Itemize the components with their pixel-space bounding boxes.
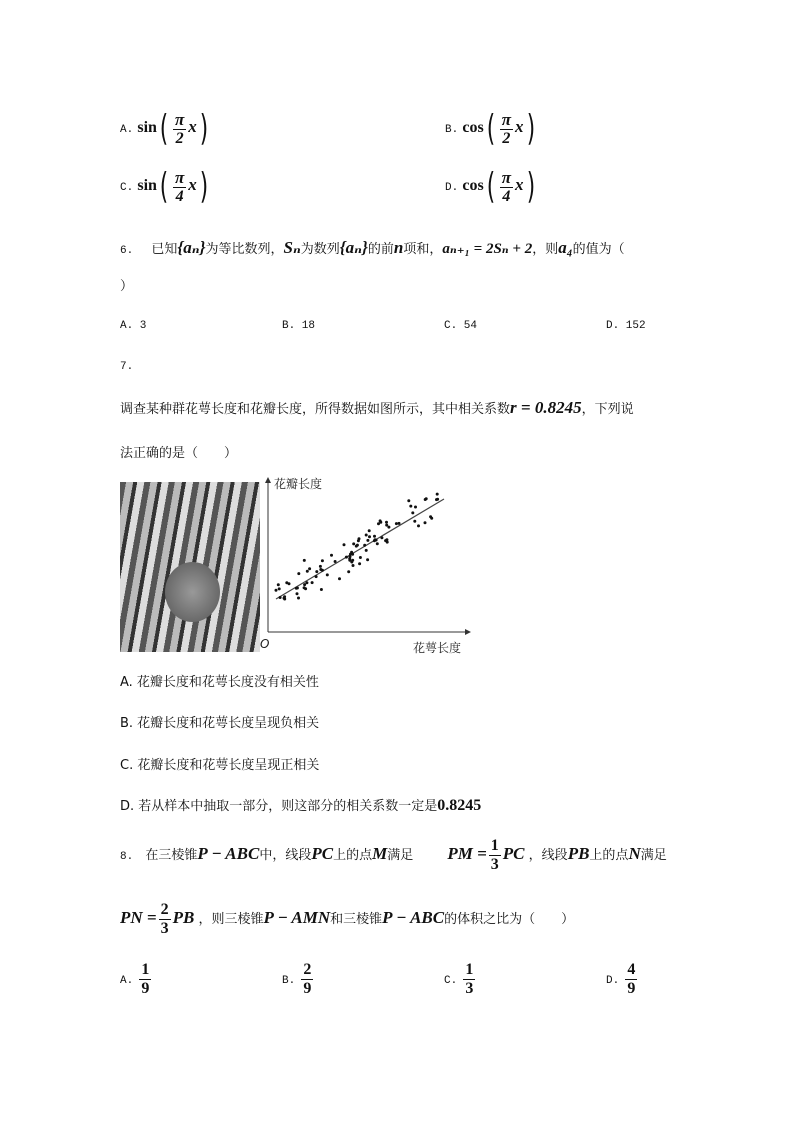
scatter-point <box>303 583 306 586</box>
option-label: D. <box>606 975 620 987</box>
scatter-point <box>368 535 371 538</box>
num: π <box>174 109 185 129</box>
math: PM = <box>447 844 487 863</box>
scatter-point <box>409 505 412 508</box>
q8-stem-line2 <box>120 902 574 937</box>
num: π <box>501 109 511 129</box>
scatter-point <box>330 554 333 557</box>
text: D. 若从样本中抽取一部分，则这部分的相关系数一定是 <box>120 799 438 814</box>
scatter-point <box>334 560 337 563</box>
q6-stem <box>120 238 625 258</box>
scatter-point <box>359 556 362 559</box>
num: 1 <box>465 961 474 978</box>
q6-close-paren: ） <box>120 279 134 294</box>
num: π <box>501 167 511 187</box>
scatter-point <box>358 537 361 540</box>
scatter-point <box>297 572 300 575</box>
q8-option-c <box>444 962 477 997</box>
origin-label: O <box>260 637 270 651</box>
scatter-point <box>352 564 355 567</box>
regression-line <box>276 499 444 599</box>
scatter-point <box>321 569 324 572</box>
text: ，则三棱锥 <box>198 912 264 927</box>
math: P − AMN <box>263 908 331 927</box>
scatter-point <box>279 596 282 599</box>
math: n <box>393 238 404 257</box>
q6-option-d: D. 152 <box>606 320 646 332</box>
text: 上的点 <box>333 848 373 863</box>
scatter-point <box>414 506 417 509</box>
scatter-point <box>436 498 439 501</box>
math: PC <box>502 844 525 863</box>
text: 满足 <box>640 848 667 863</box>
q5-option-d <box>445 166 538 207</box>
option-label: C. <box>444 975 458 987</box>
option-label: B. <box>445 124 459 136</box>
math: PN = <box>120 908 157 927</box>
den: 9 <box>141 980 150 997</box>
paren: ( <box>159 108 169 149</box>
fraction <box>139 962 151 997</box>
scatter-point <box>315 570 318 573</box>
q8-option-b <box>282 962 315 997</box>
scatter-point <box>385 521 388 524</box>
scatter-point <box>306 570 309 573</box>
scatter-points <box>275 493 440 601</box>
scatter-point <box>297 597 300 600</box>
paren: ( <box>486 108 495 149</box>
fraction <box>463 962 475 997</box>
math: 0.8245 <box>437 797 482 814</box>
fn: sin <box>137 119 157 136</box>
den: 3 <box>490 856 499 873</box>
paren: ( <box>486 166 495 207</box>
y-axis-label: 花瓣长度 <box>274 477 323 491</box>
q5-option-b <box>445 108 538 149</box>
scatter-point <box>380 536 383 539</box>
text: 的体积之比为（ ） <box>444 912 575 927</box>
scatter-point <box>347 570 350 573</box>
scatter-point <box>385 524 388 527</box>
text: 满足 <box>387 848 414 863</box>
scatter-point <box>308 567 311 570</box>
q7-number: 7. <box>120 361 134 373</box>
question-number: 6. <box>120 245 134 257</box>
fraction <box>301 962 313 997</box>
scatter-point <box>343 543 346 546</box>
q6-option-c: C. 54 <box>444 320 478 332</box>
x-axis-label: 花萼长度 <box>413 641 462 655</box>
scatter-point <box>319 565 322 568</box>
scatter-point <box>277 583 280 586</box>
fraction <box>500 111 513 147</box>
fn: cos <box>462 119 484 136</box>
scatter-point <box>320 588 323 591</box>
scatter-point <box>350 551 353 554</box>
q8-option-a <box>120 962 153 997</box>
text: 上的点 <box>589 848 629 863</box>
scatter-point <box>429 515 432 518</box>
math: PB <box>567 844 590 863</box>
q5-option-a <box>120 108 211 149</box>
scatter-point <box>366 539 369 542</box>
scatter-point <box>384 539 387 542</box>
num: 2 <box>303 961 312 978</box>
scatter-point <box>296 592 299 595</box>
q5-option-c <box>120 166 211 207</box>
scatter-point <box>348 559 351 562</box>
scatter-point <box>296 587 299 590</box>
q6-option-b: B. 18 <box>282 320 316 332</box>
q7-option-d <box>120 795 481 815</box>
scatter-point <box>376 542 379 545</box>
scatter-point <box>424 521 427 524</box>
scatter-point <box>275 589 278 592</box>
question-number: 8. <box>120 851 134 863</box>
q7-option-c <box>120 754 319 773</box>
q7-option-b <box>120 712 319 731</box>
math: aₙ₊₁ = 2Sₙ + 2 <box>442 241 533 257</box>
scatter-point <box>358 562 361 565</box>
option-label: D. <box>445 182 459 194</box>
scatter-point <box>407 499 410 502</box>
fraction <box>173 111 186 147</box>
scatter-point <box>303 586 306 589</box>
math: PC <box>311 844 334 863</box>
scatter-point <box>398 522 401 525</box>
scatter-point <box>352 542 355 545</box>
text: B. 花瓣长度和花萼长度呈现负相关 <box>120 716 320 731</box>
paren: ) <box>526 108 535 149</box>
scatter-point <box>365 549 368 552</box>
text: A. 花瓣长度和花萼长度没有相关性 <box>120 675 319 690</box>
scatter-point <box>417 524 420 527</box>
fraction <box>159 902 171 937</box>
text: 在三棱锥 <box>145 848 198 863</box>
scatter-plot <box>258 472 478 657</box>
math: r = 0.8245 <box>510 398 582 417</box>
text: ，下列说 <box>581 402 634 417</box>
math: P − ABC <box>382 908 445 927</box>
q8-option-d <box>606 962 639 997</box>
scatter-point <box>413 520 416 523</box>
scatter-point <box>283 595 286 598</box>
den: 9 <box>627 980 636 997</box>
scatter-point <box>356 544 359 547</box>
option-label: C. <box>120 182 134 194</box>
text: 为等比数列， <box>205 242 284 257</box>
num: 2 <box>160 901 169 918</box>
scatter-point <box>315 575 318 578</box>
text: 调查某种群花萼长度和花瓣长度，所得数据如图所示，其中相关系数 <box>120 402 511 417</box>
scatter-point <box>424 498 427 501</box>
math: P − ABC <box>197 844 260 863</box>
flower-photo <box>120 482 260 652</box>
option-label: B. <box>282 975 296 987</box>
math: a₄ <box>558 238 573 257</box>
paren: ) <box>526 166 535 207</box>
var: x <box>188 117 197 136</box>
text: 中，线段 <box>259 848 312 863</box>
math: {aₙ} <box>339 238 368 257</box>
den: 2 <box>175 129 184 147</box>
text: 已知 <box>151 242 178 257</box>
var: x <box>515 175 524 194</box>
paren: ( <box>159 166 169 207</box>
scatter-point <box>345 556 348 559</box>
q7-stem-line1 <box>120 398 634 418</box>
den: 4 <box>502 187 511 205</box>
math: PB <box>172 908 195 927</box>
math: {aₙ} <box>177 238 206 257</box>
scatter-point <box>365 534 368 537</box>
scatter-point <box>373 535 376 538</box>
var: x <box>515 117 524 136</box>
scatter-point <box>395 522 398 525</box>
den: 3 <box>465 980 474 997</box>
math: M <box>372 844 388 863</box>
math: N <box>628 844 641 863</box>
scatter-point <box>288 582 291 585</box>
scatter-point <box>349 555 352 558</box>
option-label: A. <box>120 975 134 987</box>
text: C. 花瓣长度和花萼长度呈现正相关 <box>120 758 320 773</box>
scatter-point <box>305 581 308 584</box>
fn: cos <box>462 177 484 194</box>
q7-option-a <box>120 671 319 690</box>
scatter-point <box>311 581 314 584</box>
scatter-point <box>368 529 371 532</box>
num: 1 <box>141 961 150 978</box>
scatter-point <box>278 587 281 590</box>
den: 3 <box>160 920 169 937</box>
paren: ) <box>199 166 208 207</box>
scatter-point <box>375 539 378 542</box>
q7-stem-line2: 法正确的是（ ） <box>120 446 238 461</box>
scatter-point <box>321 559 324 562</box>
q6-option-a: A. 3 <box>120 320 147 332</box>
text: 和三棱锥 <box>330 912 383 927</box>
scatter-point <box>379 519 382 522</box>
den: 2 <box>502 129 511 147</box>
scatter-point <box>377 522 380 525</box>
scatter-point <box>436 493 439 496</box>
text: ，线段 <box>528 848 568 863</box>
fraction <box>500 169 513 205</box>
scatter-point <box>303 559 306 562</box>
text: 项和， <box>403 242 443 257</box>
fraction <box>625 962 637 997</box>
num: π <box>174 167 185 187</box>
text: 的前 <box>367 242 394 257</box>
paren: ) <box>199 108 208 149</box>
option-label: A. <box>120 124 134 136</box>
scatter-point <box>326 573 329 576</box>
text: 为数列 <box>300 242 340 257</box>
q8-stem-line1 <box>120 838 667 873</box>
fraction <box>173 169 186 205</box>
den: 9 <box>303 980 312 997</box>
scatter-point <box>366 558 369 561</box>
fraction <box>489 838 501 873</box>
scatter-point <box>338 577 341 580</box>
scatter-point <box>411 511 414 514</box>
fn: sin <box>137 177 157 194</box>
scatter-point <box>363 544 366 547</box>
num: 1 <box>490 837 499 854</box>
text: 的值为（ <box>572 242 625 257</box>
num: 4 <box>627 961 636 978</box>
math: Sₙ <box>283 238 301 257</box>
text: ，则 <box>532 242 559 257</box>
den: 4 <box>175 187 184 205</box>
var: x <box>188 175 197 194</box>
